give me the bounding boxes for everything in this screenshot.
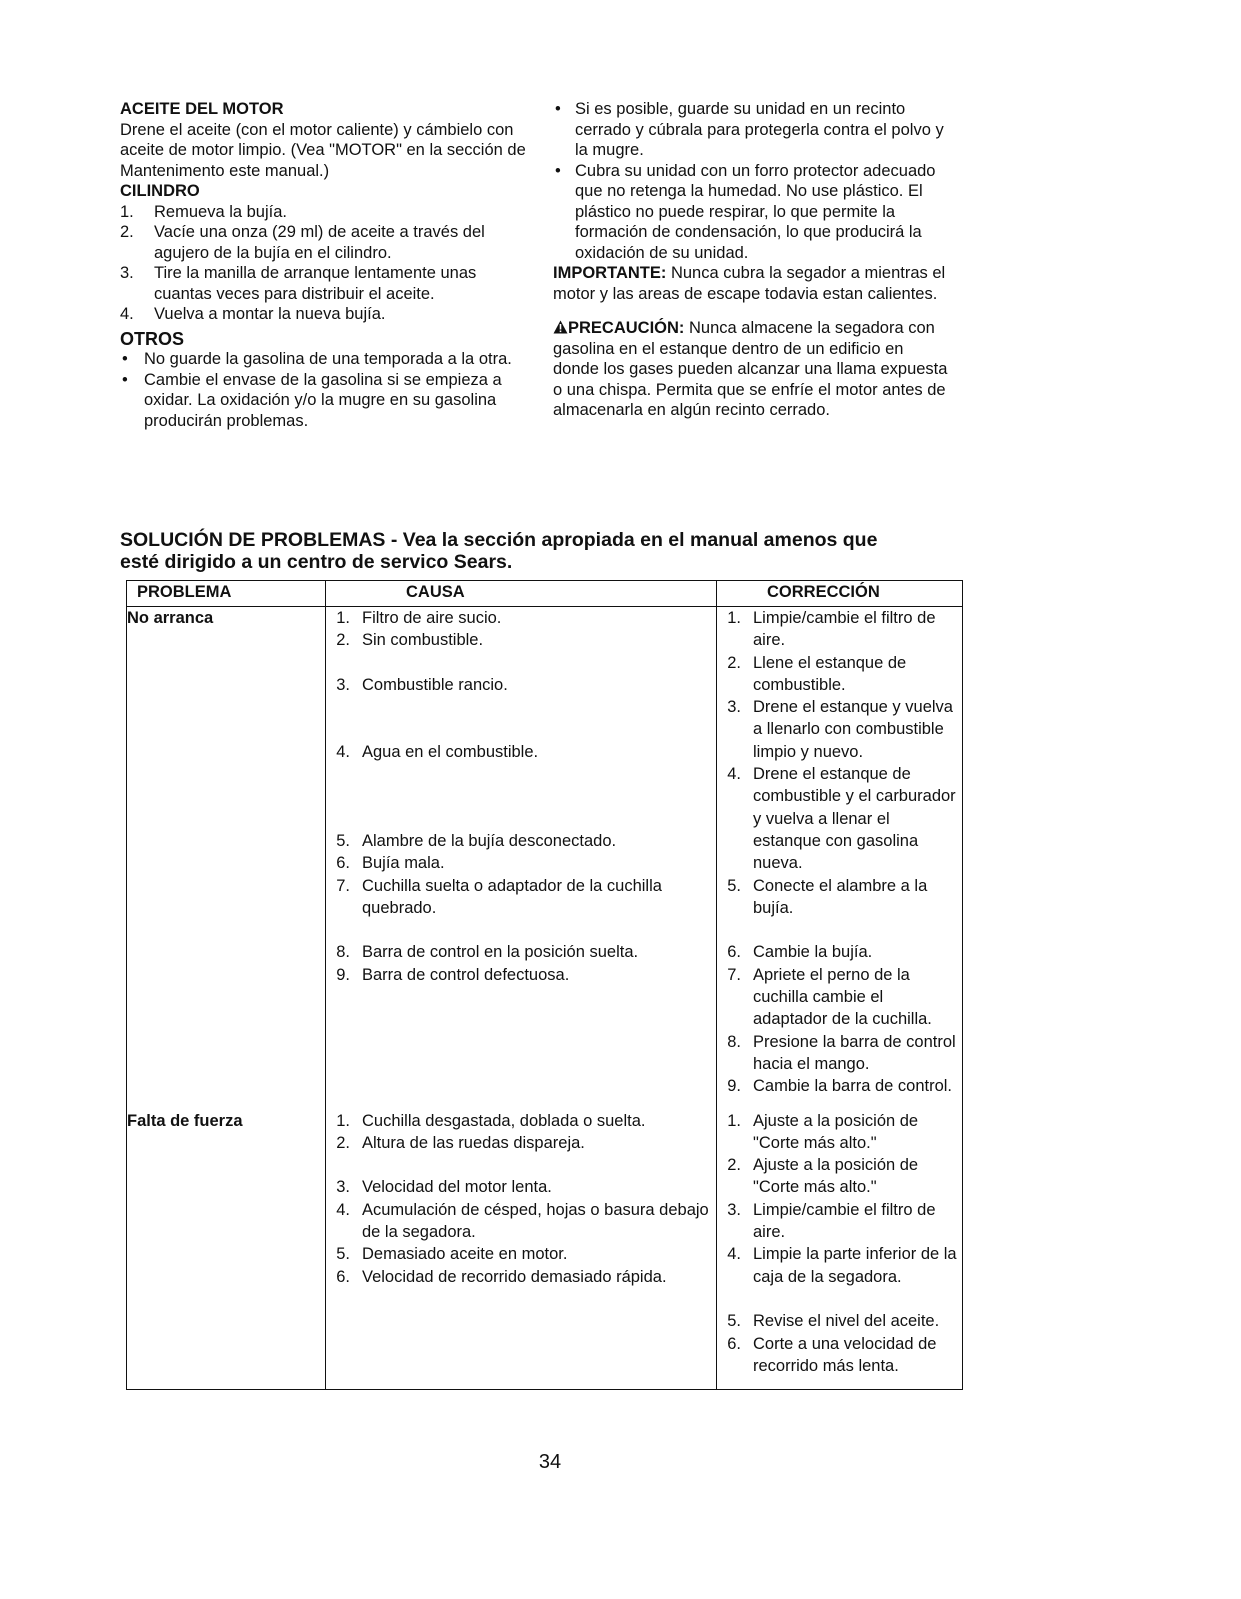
correction-item: [717, 1154, 962, 1199]
spacer: [326, 919, 716, 941]
correction-cell: [717, 1110, 963, 1390]
cause-item: [326, 674, 716, 696]
bullet-text: No guarde la gasolina de una temporada a la otra.: [144, 350, 512, 368]
item-text: Presione la barra de control hacia el mango.: [753, 1032, 956, 1073]
item-text: Drene el estanque de combustible y el carburador y vuelva a llenar el estanque con gasolina nueva.: [753, 765, 956, 873]
storage-bullet: [553, 161, 953, 264]
cause-item: [326, 830, 716, 852]
step-text: Vacíe una onza (29 ml) de aceite a través del agujero de la bujía en el cilindro.: [154, 223, 485, 262]
cause-item: [326, 941, 716, 963]
cause-item: [326, 741, 716, 763]
item-number: 8.: [727, 1032, 741, 1051]
item-number: 3.: [336, 1178, 350, 1197]
important-text: Nunca cubra la segador a mientras el motor y las areas de escape todavia estan calientes.: [553, 264, 946, 303]
correction-item: [717, 1243, 962, 1288]
cell-bottom-spacer: [717, 1098, 962, 1110]
item-number: 3.: [727, 698, 741, 717]
item-text: Bujía mala.: [362, 854, 445, 873]
correction-item: [717, 696, 962, 763]
item-text: Limpie la parte inferior de la caja de la segadora.: [753, 1245, 957, 1286]
item-number: 5.: [727, 1312, 741, 1331]
troubleshooting-title: [120, 529, 980, 573]
step-text: Vuelva a montar la nueva bujía.: [154, 305, 386, 323]
item-number: 4.: [727, 765, 741, 784]
correction-item: [717, 1110, 962, 1155]
item-text: Filtro de aire sucio.: [362, 609, 502, 627]
item-text: Barra de control defectuosa.: [362, 965, 570, 984]
warning-triangle-icon: [553, 318, 568, 339]
important-note: [553, 263, 953, 304]
item-text: Conecte el alambre a la bujía.: [753, 876, 928, 917]
item-number: 6.: [727, 943, 741, 962]
table-row: [127, 607, 963, 1110]
problem-cell: No arranca: [127, 607, 326, 1110]
bullet-dot: •: [122, 350, 128, 368]
item-number: 2.: [727, 1156, 741, 1175]
correction-item: [717, 875, 962, 920]
cylinder-heading: CILINDRO: [120, 182, 200, 200]
title-line-1: SOLUCIÓN DE PROBLEMAS - Vea la sección apropiada en el manual amenos que: [120, 529, 878, 551]
storage-bullet: [553, 99, 953, 161]
table-header-row: [127, 581, 963, 607]
correction-item: [717, 652, 962, 697]
item-number: 7.: [336, 876, 350, 895]
step-number: 1.: [120, 202, 134, 221]
item-number: 4.: [336, 1200, 350, 1219]
cause-item: [326, 1243, 716, 1265]
item-number: 7.: [727, 965, 741, 984]
cause-item: [326, 964, 716, 986]
item-text: Corte a una velocidad de recorrido más lenta.: [753, 1334, 937, 1375]
bullet-dot: •: [555, 100, 561, 118]
important-label: IMPORTANTE:: [553, 264, 667, 282]
cell-bottom-spacer: [326, 1288, 716, 1300]
cylinder-step: [120, 222, 530, 263]
item-number: 4.: [336, 742, 350, 761]
item-number: 4.: [727, 1245, 741, 1264]
item-number: 1.: [727, 609, 741, 627]
item-text: Acumulación de césped, hojas o basura debajo de la segadora.: [362, 1200, 709, 1242]
left-column: [120, 99, 530, 431]
item-text: Demasiado aceite en motor.: [362, 1245, 568, 1264]
spacer: [717, 919, 962, 941]
item-number: 6.: [336, 854, 350, 873]
correction-item: [717, 763, 962, 874]
header-problem: PROBLEMA: [127, 581, 326, 607]
item-number: 6.: [727, 1334, 741, 1353]
caution-note: [553, 318, 953, 421]
item-number: 9.: [727, 1077, 741, 1096]
item-text: Llene el estanque de combustible.: [753, 653, 907, 694]
others-bullet: [120, 349, 530, 370]
item-text: Altura de las ruedas dispareja.: [362, 1133, 585, 1152]
correction-item: [717, 1199, 962, 1244]
spacer: [326, 696, 716, 741]
correction-item: [717, 964, 962, 1031]
item-text: Revise el nivel del aceite.: [753, 1312, 940, 1331]
item-text: Cuchilla desgastada, doblada o suelta.: [362, 1111, 646, 1130]
cause-item: [326, 1132, 716, 1154]
bullet-dot: •: [122, 370, 128, 389]
correction-item: [717, 607, 962, 652]
item-number: 9.: [336, 965, 350, 984]
item-text: Ajuste a la posición de "Corte más alto.": [753, 1111, 919, 1152]
item-number: 5.: [336, 831, 350, 850]
item-text: Combustible rancio.: [362, 675, 508, 694]
caution-text: Nunca almacene la segadora con gasolina en el estanque dentro de un edificio en donde los gases pueden alcanzar una llama expuesta o una chispa. Permita que se enfríe el motor antes de almacenarla en algún recinto cerrado.: [553, 319, 948, 419]
cylinder-step: [120, 202, 530, 223]
item-number: 5.: [336, 1245, 350, 1264]
bullet-dot: •: [555, 161, 561, 180]
others-bullet: [120, 370, 530, 432]
bullet-text: Cambie el envase de la gasolina si se empieza a oxidar. La oxidación y/o la mugre en su gasolina producirán problemas.: [144, 370, 502, 430]
motor-oil-text: Drene el aceite (con el motor caliente) y cámbielo con aceite de motor limpio. (Vea "MOTOR" en la sección de Mantenimento este manual.): [120, 120, 526, 180]
troubleshooting-table: [126, 580, 963, 1390]
correction-item: [717, 941, 962, 963]
cause-item: [326, 1110, 716, 1132]
item-number: 3.: [336, 675, 350, 694]
cell-bottom-spacer: [717, 1377, 962, 1389]
item-text: Velocidad del motor lenta.: [362, 1178, 552, 1197]
step-text: Remueva la bujía.: [154, 202, 287, 221]
page-number: 34: [538, 1451, 562, 1473]
others-heading: OTROS: [120, 328, 185, 349]
spacer: [717, 1288, 962, 1310]
right-column: [553, 99, 953, 421]
cause-cell: [326, 607, 717, 1110]
cylinder-step: [120, 304, 530, 325]
correction-item: [717, 1333, 962, 1378]
cause-item: [326, 629, 716, 651]
bullet-text: Si es posible, guarde su unidad en un recinto cerrado y cúbrala para protegerla contra el polvo y la mugre.: [575, 100, 944, 159]
correction-item: [717, 1075, 962, 1097]
cause-cell: [326, 1110, 717, 1390]
caution-label: PRECAUCIÓN:: [568, 319, 685, 337]
cause-item: [326, 1266, 716, 1288]
item-text: Ajuste a la posición de "Corte más alto.": [753, 1156, 919, 1197]
step-number: 2.: [120, 223, 134, 241]
problem-cell: Falta de fuerza: [127, 1110, 326, 1390]
cylinder-steps: [120, 202, 530, 325]
item-number: 2.: [727, 653, 741, 672]
item-number: 3.: [727, 1200, 741, 1219]
item-text: Velocidad de recorrido demasiado rápida.: [362, 1267, 667, 1286]
item-number: 1.: [727, 1111, 741, 1130]
header-correction: CORRECCIÓN: [717, 581, 963, 607]
spacer: [326, 763, 716, 830]
item-number: 6.: [336, 1267, 350, 1286]
item-text: Apriete el perno de la cuchilla cambie el adaptador de la cuchilla.: [753, 965, 932, 1029]
cause-item: [326, 1199, 716, 1244]
step-number: 4.: [120, 305, 134, 323]
cause-item: [326, 1176, 716, 1198]
cause-item: [326, 875, 716, 920]
item-text: Cambie la barra de control.: [753, 1077, 953, 1096]
item-text: Limpie/cambie el filtro de aire.: [753, 609, 936, 650]
item-number: 1.: [336, 1111, 350, 1130]
item-text: Cambie la bujía.: [753, 943, 873, 962]
cell-bottom-spacer: [326, 986, 716, 998]
item-text: Cuchilla suelta o adaptador de la cuchilla quebrado.: [362, 876, 662, 917]
cause-item: [326, 607, 716, 629]
cause-item: [326, 852, 716, 874]
spacer: [326, 652, 716, 674]
motor-oil-heading: ACEITE DEL MOTOR: [120, 100, 284, 118]
spacer: [326, 1154, 716, 1176]
item-number: 8.: [336, 943, 350, 962]
header-cause: CAUSA: [326, 581, 717, 607]
bullet-text: Cubra su unidad con un forro protector adecuado que no retenga la humedad. No use plástico. El plástico no puede respirar, lo que permite la formación de condensación, lo que producirá la oxidación de su unidad.: [575, 161, 936, 262]
item-text: Alambre de la bujía desconectado.: [362, 831, 617, 850]
cylinder-step: [120, 263, 530, 304]
table-row: [127, 1110, 963, 1390]
correction-item: [717, 1310, 962, 1332]
item-text: Limpie/cambie el filtro de aire.: [753, 1200, 936, 1242]
item-text: Drene el estanque y vuelva a llenarlo con combustible limpio y nuevo.: [753, 698, 953, 761]
step-text: Tire la manilla de arranque lentamente unas cuantas veces para distribuir el aceite.: [154, 264, 477, 303]
item-text: Sin combustible.: [362, 631, 484, 650]
item-number: 2.: [336, 631, 350, 650]
correction-cell: [717, 607, 963, 1110]
item-number: 1.: [336, 609, 350, 627]
item-text: Agua en el combustible.: [362, 742, 539, 761]
step-number: 3.: [120, 264, 134, 282]
item-number: 5.: [727, 876, 741, 895]
item-number: 2.: [336, 1133, 350, 1152]
correction-item: [717, 1031, 962, 1076]
title-line-2: esté dirigido a un centro de servico Sears.: [120, 551, 513, 573]
item-text: Barra de control en la posición suelta.: [362, 943, 639, 962]
